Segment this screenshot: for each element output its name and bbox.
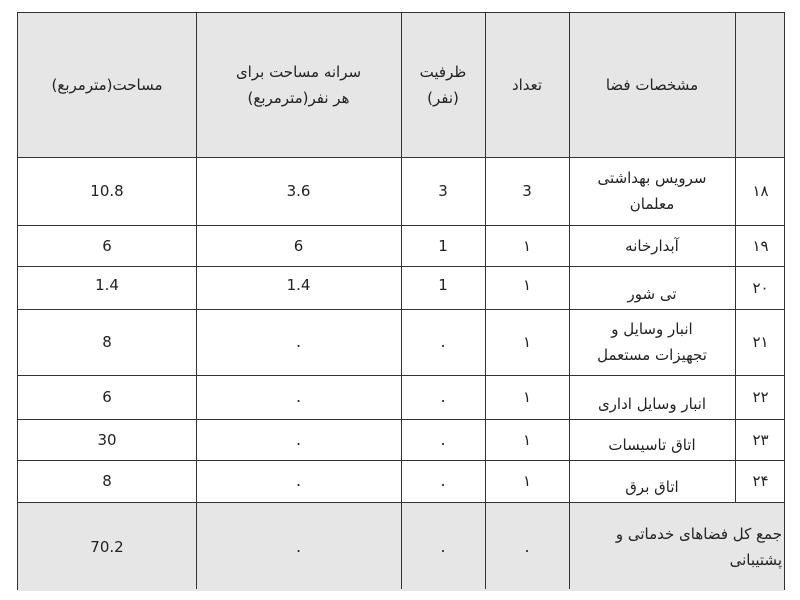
- total-label: جمع کل فضاهای خدماتی و پشتیبانی: [615, 524, 782, 569]
- header-count: تعداد: [511, 76, 543, 94]
- per-capita-cell: .: [295, 429, 302, 449]
- area-cell: 6: [102, 236, 112, 255]
- header-area: مساحت(مترمربع): [51, 76, 163, 94]
- row-number-cell: ۲۴: [752, 472, 769, 490]
- capacity-cell: .: [440, 429, 446, 449]
- column-divider: [401, 13, 402, 589]
- row-number-cell: ۲۰: [752, 278, 769, 297]
- capacity-cell: 1: [438, 236, 448, 255]
- space-spec-cell: اتاق برق: [625, 478, 679, 496]
- count-cell: ۱: [522, 388, 532, 406]
- capacity-cell: 3: [438, 182, 448, 200]
- column-divider: [485, 13, 486, 589]
- space-table: [17, 12, 785, 590]
- count-cell: ۱: [522, 276, 532, 294]
- capacity-cell: .: [440, 332, 446, 351]
- per-capita-cell: 3.6: [286, 182, 311, 200]
- total-count-cell: .: [524, 536, 530, 556]
- space-spec-cell: تی شور: [627, 285, 677, 303]
- row-number-cell: ۲۲: [752, 388, 769, 406]
- total-area-cell: 70.2: [90, 537, 124, 556]
- per-capita-cell: .: [295, 332, 302, 351]
- header-capacity: ظرفیت (نفر): [419, 63, 467, 107]
- per-capita-cell: .: [295, 471, 302, 490]
- area-cell: 6: [102, 388, 112, 406]
- column-divider: [735, 13, 736, 502]
- space-spec-cell: آبدارخانه: [625, 236, 679, 255]
- space-spec-cell: سرویس بهداشتی معلمان: [597, 169, 707, 213]
- per-capita-cell: 6: [293, 236, 304, 255]
- capacity-cell: 1: [438, 276, 448, 294]
- per-capita-cell: 1.4: [286, 276, 311, 294]
- header-space-spec: مشخصات فضا: [605, 76, 699, 94]
- area-cell: 1.4: [95, 276, 119, 294]
- row-number-cell: ۱۹: [752, 236, 769, 255]
- row-number-cell: ۱۸: [752, 182, 769, 200]
- column-divider: [569, 13, 570, 589]
- column-divider: [196, 13, 197, 589]
- count-cell: ۱: [522, 333, 532, 351]
- header-row-number: [735, 13, 786, 157]
- total-per-capita-cell: .: [295, 536, 302, 556]
- area-cell: 30: [97, 430, 117, 449]
- area-cell: 8: [102, 333, 112, 351]
- row-number-cell: ۲۱: [752, 333, 769, 351]
- count-cell: ۱: [522, 236, 532, 255]
- per-capita-cell: .: [295, 387, 302, 406]
- total-capacity-cell: .: [440, 536, 446, 556]
- space-spec-cell: اتاق تاسیسات: [608, 436, 696, 454]
- space-spec-cell: انبار وسایل اداری: [597, 395, 707, 413]
- header-per-capita: سرانه مساحت برای هر نفر(مترمربع): [235, 63, 362, 107]
- area-cell: 8: [102, 472, 112, 490]
- area-cell: 10.8: [90, 182, 124, 200]
- capacity-cell: .: [440, 387, 446, 406]
- count-cell: ۱: [522, 472, 532, 490]
- space-spec-cell: انبار وسایل و تجهیزات مستعمل: [597, 320, 707, 364]
- capacity-cell: .: [440, 471, 446, 490]
- count-cell: 3: [522, 182, 532, 200]
- count-cell: ۱: [522, 430, 532, 449]
- row-number-cell: ۲۳: [752, 430, 769, 449]
